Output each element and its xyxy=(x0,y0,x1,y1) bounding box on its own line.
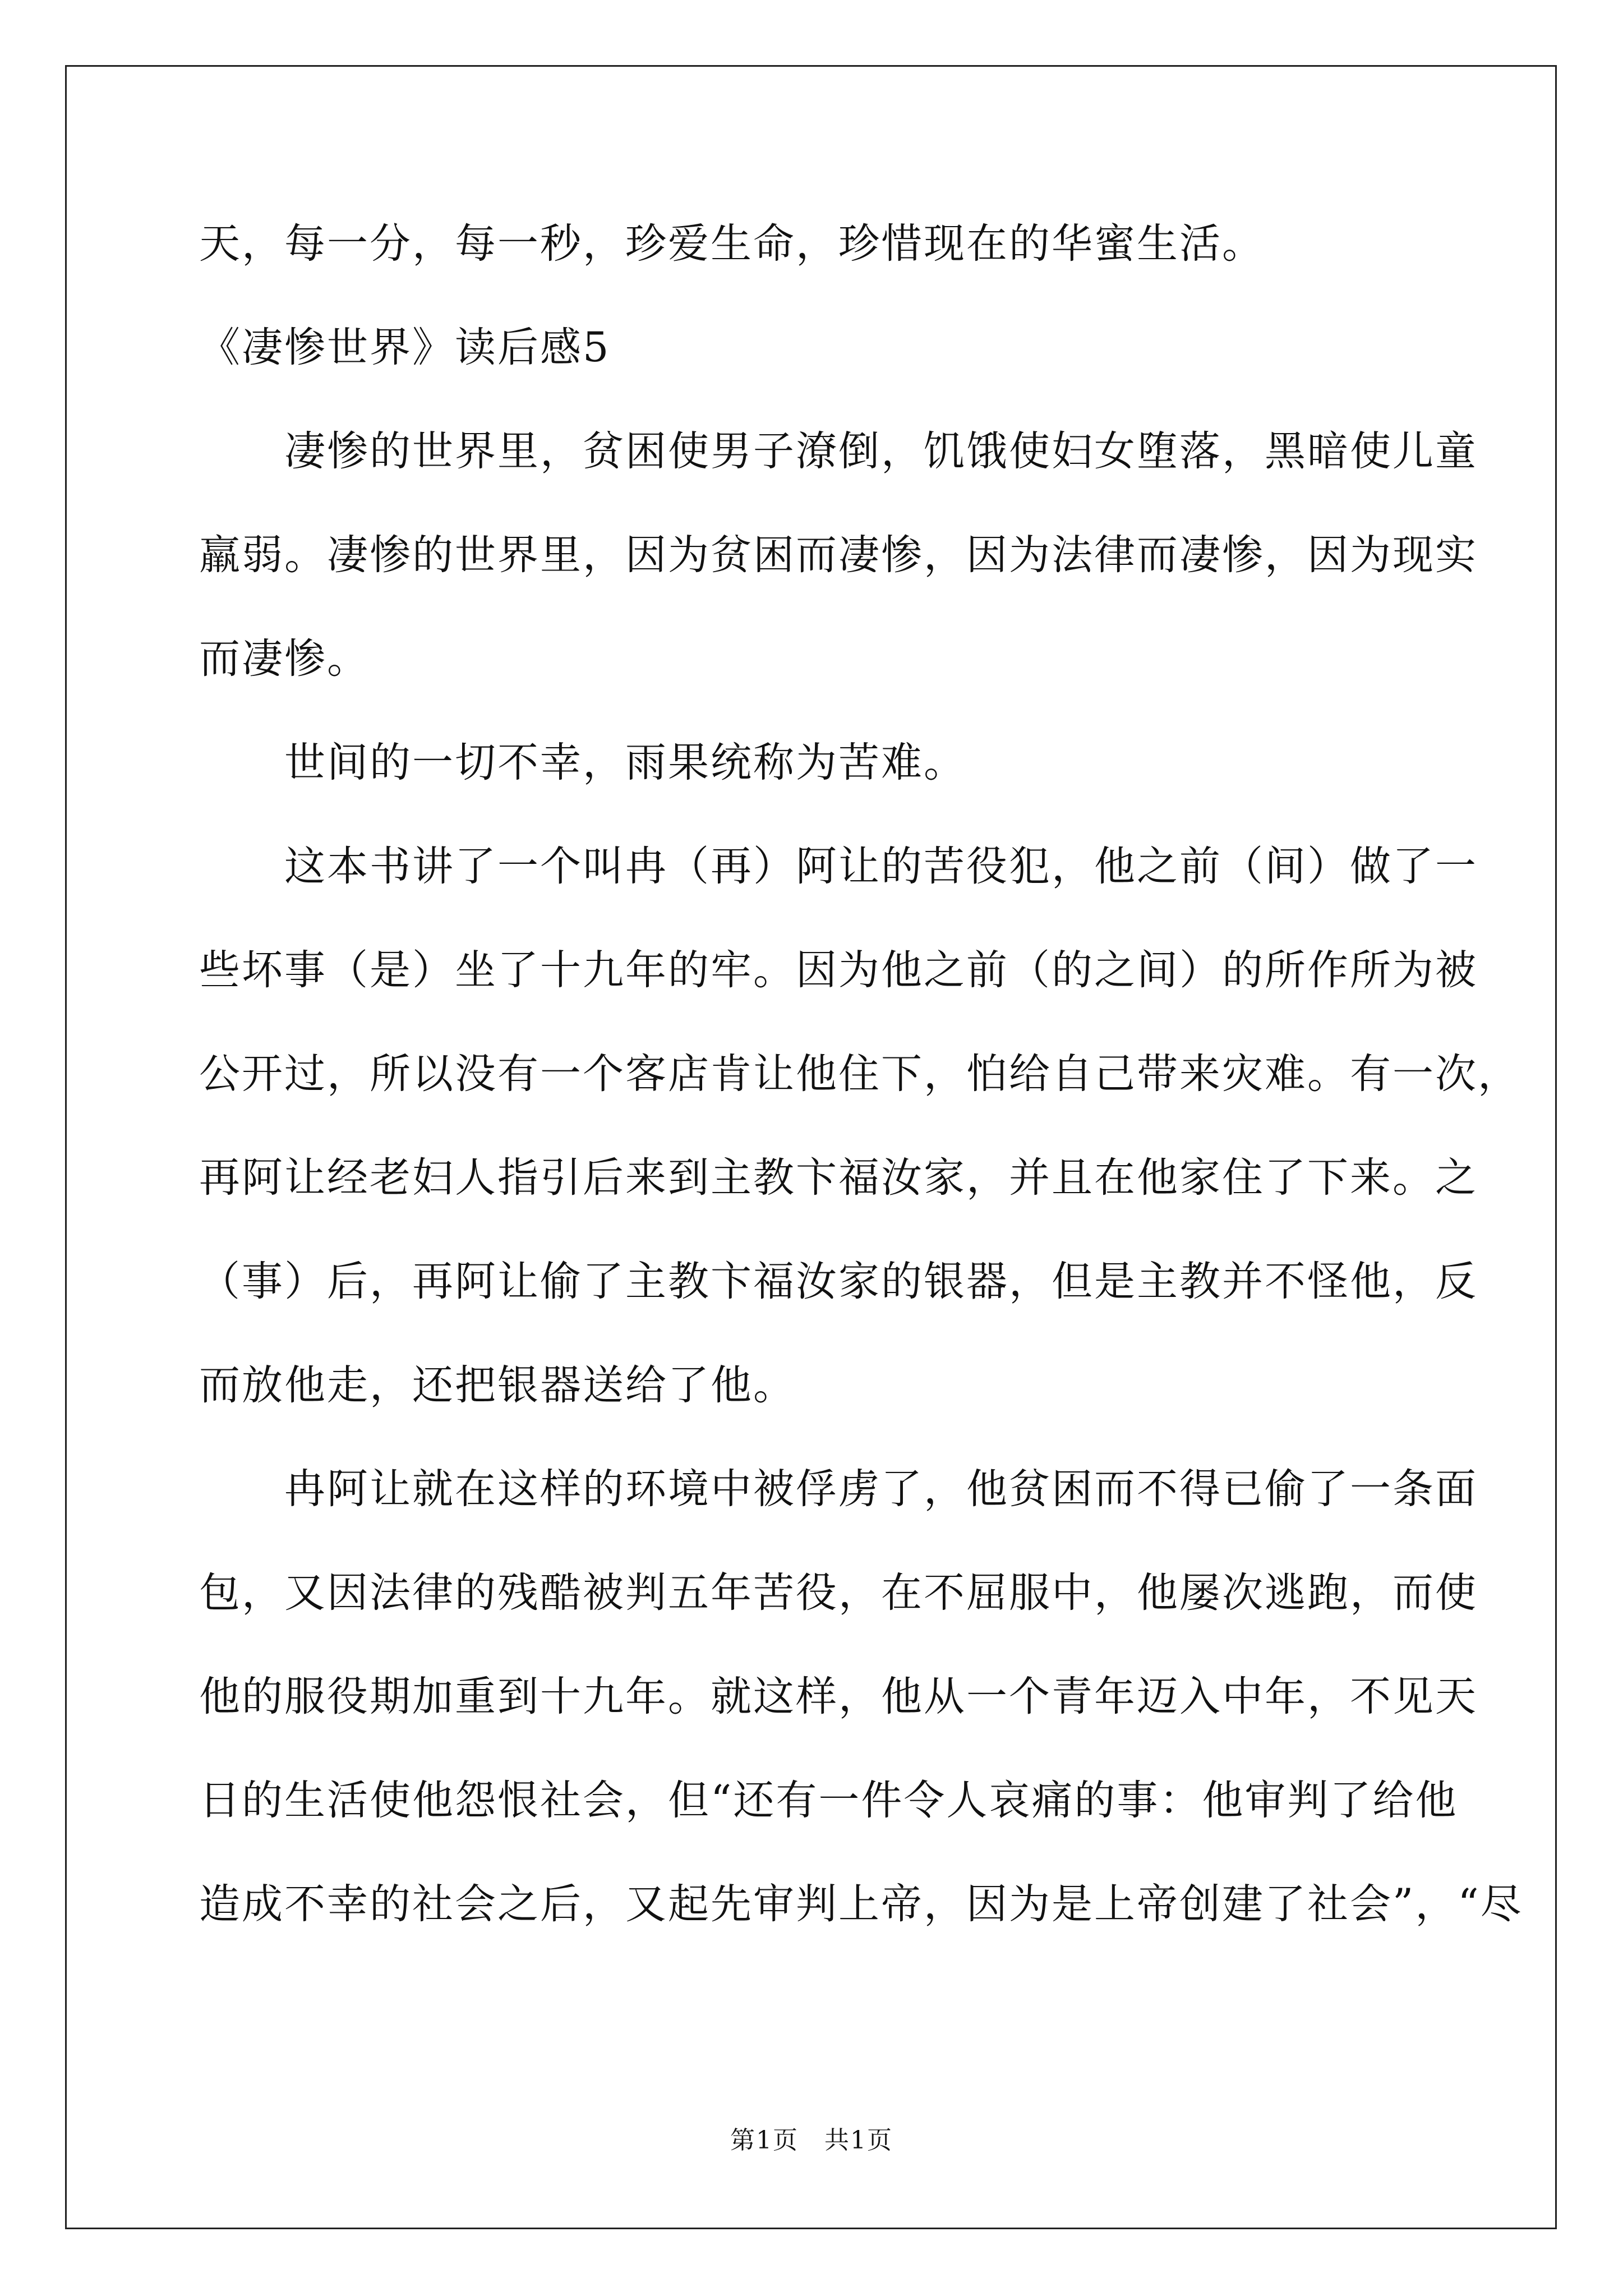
text-line: 造成不幸的社会之后，又起先审判上帝，因为是上帝创建了社会”，“尽 xyxy=(199,1880,1523,1928)
text-line: 羸弱。凄惨的世界里，因为贫困而凄惨，因为法律而凄惨，因为现实 xyxy=(199,531,1478,579)
text-line: 而放他走，还把银器送给了他。 xyxy=(199,1361,796,1409)
text-line: 而凄惨。 xyxy=(199,635,370,683)
text-line: 他的服役期加重到十九年。就这样，他从一个青年迈入中年，不见天 xyxy=(199,1673,1478,1720)
text-line: 这本书讲了一个叫冉（再）阿让的苦役犯，他之前（间）做了一 xyxy=(199,843,1478,890)
text-line: 凄惨的世界里，贫困使男子潦倒，饥饿使妇女堕落，黑暗使儿童 xyxy=(199,427,1478,475)
text-line: 日的生活使他怨恨社会，但“还有一件令人哀痛的事：他审判了给他 xyxy=(199,1777,1458,1824)
page-footer: 第1页 共1页 xyxy=(730,2126,893,2155)
text-line: 包，又因法律的残酷被判五年苦役，在不屈服中，他屡次逃跑，而使 xyxy=(199,1569,1478,1617)
text-line: 天，每一分，每一秒，珍爱生命，珍惜现在的华蜜生活。 xyxy=(199,220,1265,268)
text-line: 冉阿让就在这样的环境中被俘虏了，他贫困而不得已偷了一条面 xyxy=(199,1465,1478,1513)
text-line: （事）后，再阿让偷了主教卞福汝家的银器，但是主教并不怪他，反 xyxy=(199,1258,1478,1305)
text-line: 再阿让经老妇人指引后来到主教卞福汝家，并且在他家住了下来。之 xyxy=(199,1154,1478,1202)
text-line: 公开过，所以没有一个客店肯让他住下，怕给自己带来灾难。有一次， xyxy=(199,1050,1520,1098)
section-heading: 《凄惨世界》读后感5 xyxy=(199,324,611,371)
text-line: 世间的一切不幸，雨果统称为苦难。 xyxy=(199,739,966,786)
text-line: 些坏事（是）坐了十九年的牢。因为他之前（的之间）的所作所为被 xyxy=(199,946,1478,994)
